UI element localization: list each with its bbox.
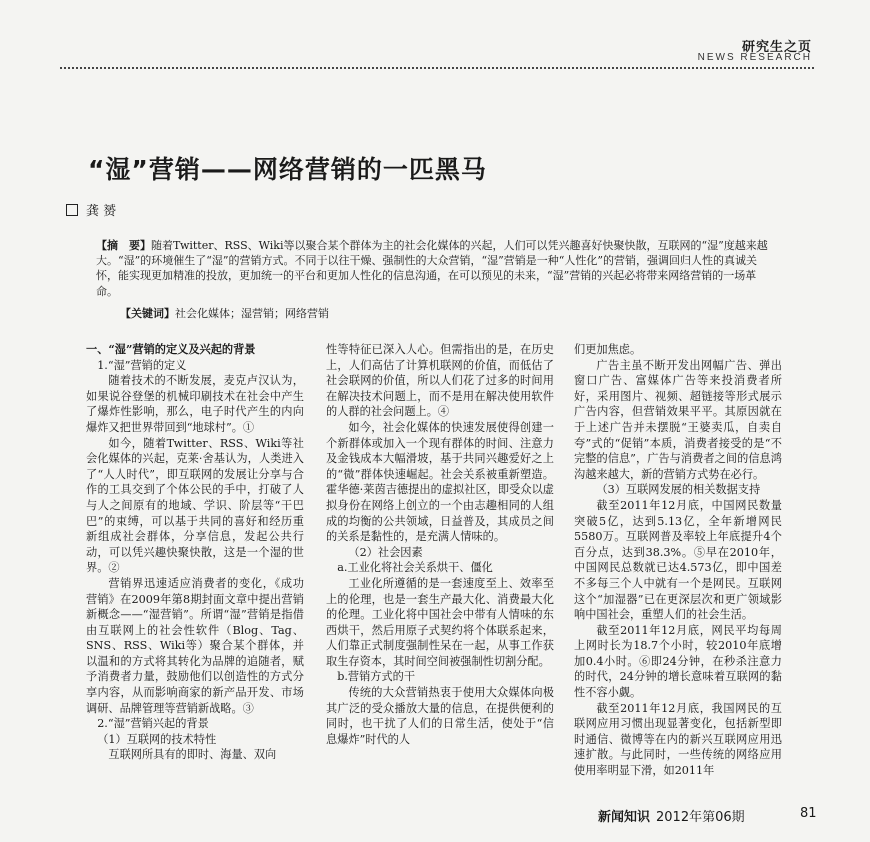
paragraph: （2）社会因素 [348,545,423,559]
journal-name: 新闻知识 [598,810,651,825]
body-column-1 [86,342,304,763]
byline [66,200,116,219]
paragraph: 工业化所遵循的是一套速度至上、效率至上的伦理，也是一套生产最大化、消费最大化的伦理。工业化将中国社会中带有人情味的东西烘干，然后用原子式契约将个体联系起来，人们靠正式制度强制性呆在一起，从事工作获取生存资本，其时间空间被强制性切割分配。 [326,576,554,668]
paragraph: （3）互联网发展的相关数据支持 [596,483,761,497]
paragraph: 营销界迅速适应消费者的变化，《成功营销》在2009年第8期封面文章中提出营销新概念——“湿营销”。所谓“湿”营销是指借由互联网上的社会性软件（Blog、Tag、SNS、RSS、Wiki等）聚合某个群体，并以温和的方式将其转化为品牌的追随者，赋予消费者力量，鼓励他们以创造性的方式分享内容，从而影响商家的新产品开发、市场调研、品牌管理等营销新战略。③ [86,576,304,715]
abstract-text: 随着Twitter、RSS、Wiki等以聚合某个群体为主的社会化媒体的兴起，人们可以凭兴趣喜好快聚快散，互联网的“湿”度越来越大。“湿”的环境催生了“湿”的营销方式。不同于以往干燥、强制性的大众营销，“湿”营销是一种“人性化”的营销，强调回归人性的真诚关怀，能实现更加精准的投放，更加统一的平台和更加人性化的信息沟通，在可以预见的未来，“湿”营销的兴起必将带来网络营销的一场革命。 [96,239,768,298]
paragraph: 随着技术的不断发展，麦克卢汉认为，如果说谷登堡的机械印刷技术在社会中产生了爆炸性影响，那么，电子时代产生的内向爆炸又把世界带回到“地球村”。① [86,374,304,434]
keywords [120,305,329,321]
paragraph: 性等特征已深入人心。但需指出的是，在历史上，人们高估了计算机联网的价值，而低估了社会联网的价值，所以人们花了过多的时间用在解决技术问题上，而不是用在解决使用软件的人群的社会问题上。④ [326,343,554,419]
article-title: “湿”营销——网络营销的一匹黑马 [88,155,487,184]
keywords-label: 【关键词】 [120,307,175,320]
paragraph: 截至2011年12月底，我国网民的互联网应用习惯出现显著变化，包括新型即时通信、微博等在内的新兴互联网应用迅速扩散。与此同时，一些传统的网络应用使用率明显下滑，如2011年 [574,701,782,778]
keywords-text: 社会化媒体；湿营销；网络营销 [175,307,329,320]
paragraph: a.工业化将社会关系烘干、僵化 [337,561,493,575]
body-column-2 [326,342,554,747]
paragraph: （1）互联网的技术特性 [97,732,217,746]
abstract-label: 【摘 要】 [96,239,151,252]
byline-box-icon [66,204,78,216]
paragraph: b.营销方式的干 [337,670,416,684]
paragraph: 们更加焦虑。 [574,343,642,356]
paragraph: 如今，随着Twitter、RSS、Wiki等社会化媒体的兴起，克莱·舍基认为，人类进入了“人人时代”，即互联网的发展让分享与合作的工具交到了个体公民的手中，打破了人与人之间原有的地域、学识、阶层等“干巴巴”的束缚，可以基于共同的喜好和经历重新组成社会群体，分享信息，发起公共行动，可以凭兴趣快聚快散，这是一个湿的世界。② [86,436,304,575]
header-divider [60,67,814,69]
paragraph: 截至2011年12月底，中国网民数量突破5亿，达到5.13亿，全年新增网民5580万。互联网普及率较上年底提升4个百分点，达到38.3%。⑤早在2010年，中国网民总数就已达4.573亿，即中国差不多每三个人中就有一个是网民。互联网这个“加湿器”已在更深层次和更广领域影响中国社会，重塑人们的社会生活。 [574,498,782,622]
section-subtitle: NEWS RESEARCH [697,52,812,63]
author-name: 龚 赟 [86,204,117,219]
paragraph: 2.“湿”营销兴起的背景 [97,717,209,731]
paragraph: 截至2011年12月底，网民平均每周上网时长为18.7个小时，较2010年底增加0.4小时。⑥即24分钟，在秒杀注意力的时代，24分钟的增长意味着互联网的黏性不容小觑。 [574,623,782,700]
abstract [96,238,778,299]
page-number: 81 [800,806,817,821]
section-label: 研究生之页 [741,40,812,55]
paragraph: 如今，社会化媒体的快速发展使得创建一个新群体或加入一个现有群体的时间、注意力及金钱成本大幅滑坡，基于共同兴趣爱好之上的“微”群体快速崛起。社会关系被重新塑造。霍华德·莱茵吉德提出的虚拟社区，即受众以虚拟身份在网络上创立的一个由志趣相同的人组成的均衡的公共领域，日益普及，其成员之间的关系是黏性的，是充满人情味的。 [326,420,554,544]
journal-issue: 2012年第06期 [656,810,745,825]
paragraph: 一、“湿”营销的定义及兴起的背景 [86,342,256,356]
paragraph: 传统的大众营销热衷于使用大众媒体向极其广泛的受众播放大量的信息，在提供便利的同时，也干扰了人们的日常生活，使处于“信息爆炸”时代的人 [326,686,554,746]
paragraph: 广告主虽不断开发出网幅广告、弹出窗口广告、富媒体广告等来投消费者所好，采用图片、视频、超链接等形式展示广告内容，但营销效果平平。其原因就在于上述广告并未摆脱“王婆卖瓜，自卖自夸”式的“促销”本质，消费者接受的是“不完整的信息”，广告与消费者之间的信息鸿沟越来越大，新的营销方式势在必行。 [574,358,782,481]
paragraph: 互联网所具有的即时、海量、双向 [108,748,277,762]
journal-footer [598,806,745,825]
body-column-3 [574,342,782,779]
paragraph: 1.“湿”营销的定义 [97,358,187,372]
